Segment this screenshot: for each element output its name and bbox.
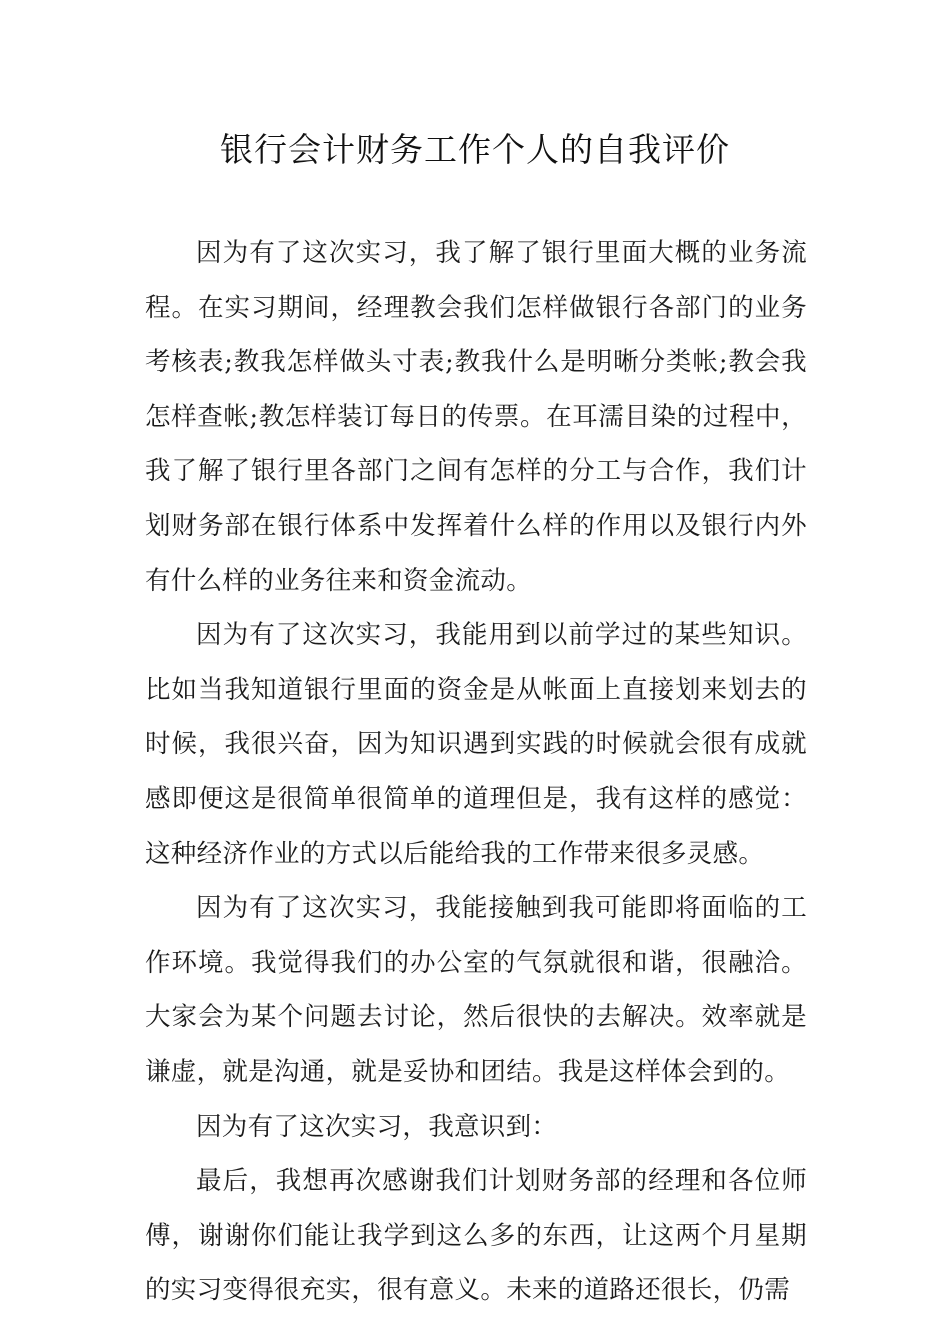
paragraph-2: 因为有了这次实习，我能用到以前学过的某些知识。比如当我知道银行里面的资金是从帐面上直接划来划去的时候，我很兴奋，因为知识遇到实践的时候就会很有成就感即便这是很简单很简单的道理但是，我有这样的感觉：这种经济作业的方式以后能给我的工作带来很多灵感。 — [145, 620, 807, 869]
paragraph-5: 最后，我想再次感谢我们计划财务部的经理和各位师傅，谢谢你们能让我学到这么多的东西，让这两个月星期的实习变得很充实，很有意义。未来的道路还很长，仍需 — [145, 1166, 807, 1306]
document-title: 银行会计财务工作个人的自我评价 — [220, 130, 730, 169]
paragraph-3: 因为有了这次实习，我能接触到我可能即将面临的工作环境。我觉得我们的办公室的气氛就很和谐，很融洽。大家会为某个问题去讨论，然后很快的去解决。效率就是谦虚，就是沟通，就是妥协和团结。我是这样体会到的。 — [145, 893, 807, 1087]
paragraph-1: 因为有了这次实习，我了解了银行里面大概的业务流程。在实习期间，经理教会我们怎样做银行各部门的业务考核表;教我怎样做头寸表;教我什么是明晰分类帐;教会我怎样查帐;教怎样装订每日的传票。在耳濡目染的过程中，我了解了银行里各部门之间有怎样的分工与合作，我们计划财务部在银行体系中发挥着什么样的作用以及银行内外有什么样的业务往来和资金流动。 — [145, 238, 807, 596]
document-body — [145, 226, 807, 1318]
paragraph-4: 因为有了这次实习，我意识到： — [196, 1111, 558, 1142]
